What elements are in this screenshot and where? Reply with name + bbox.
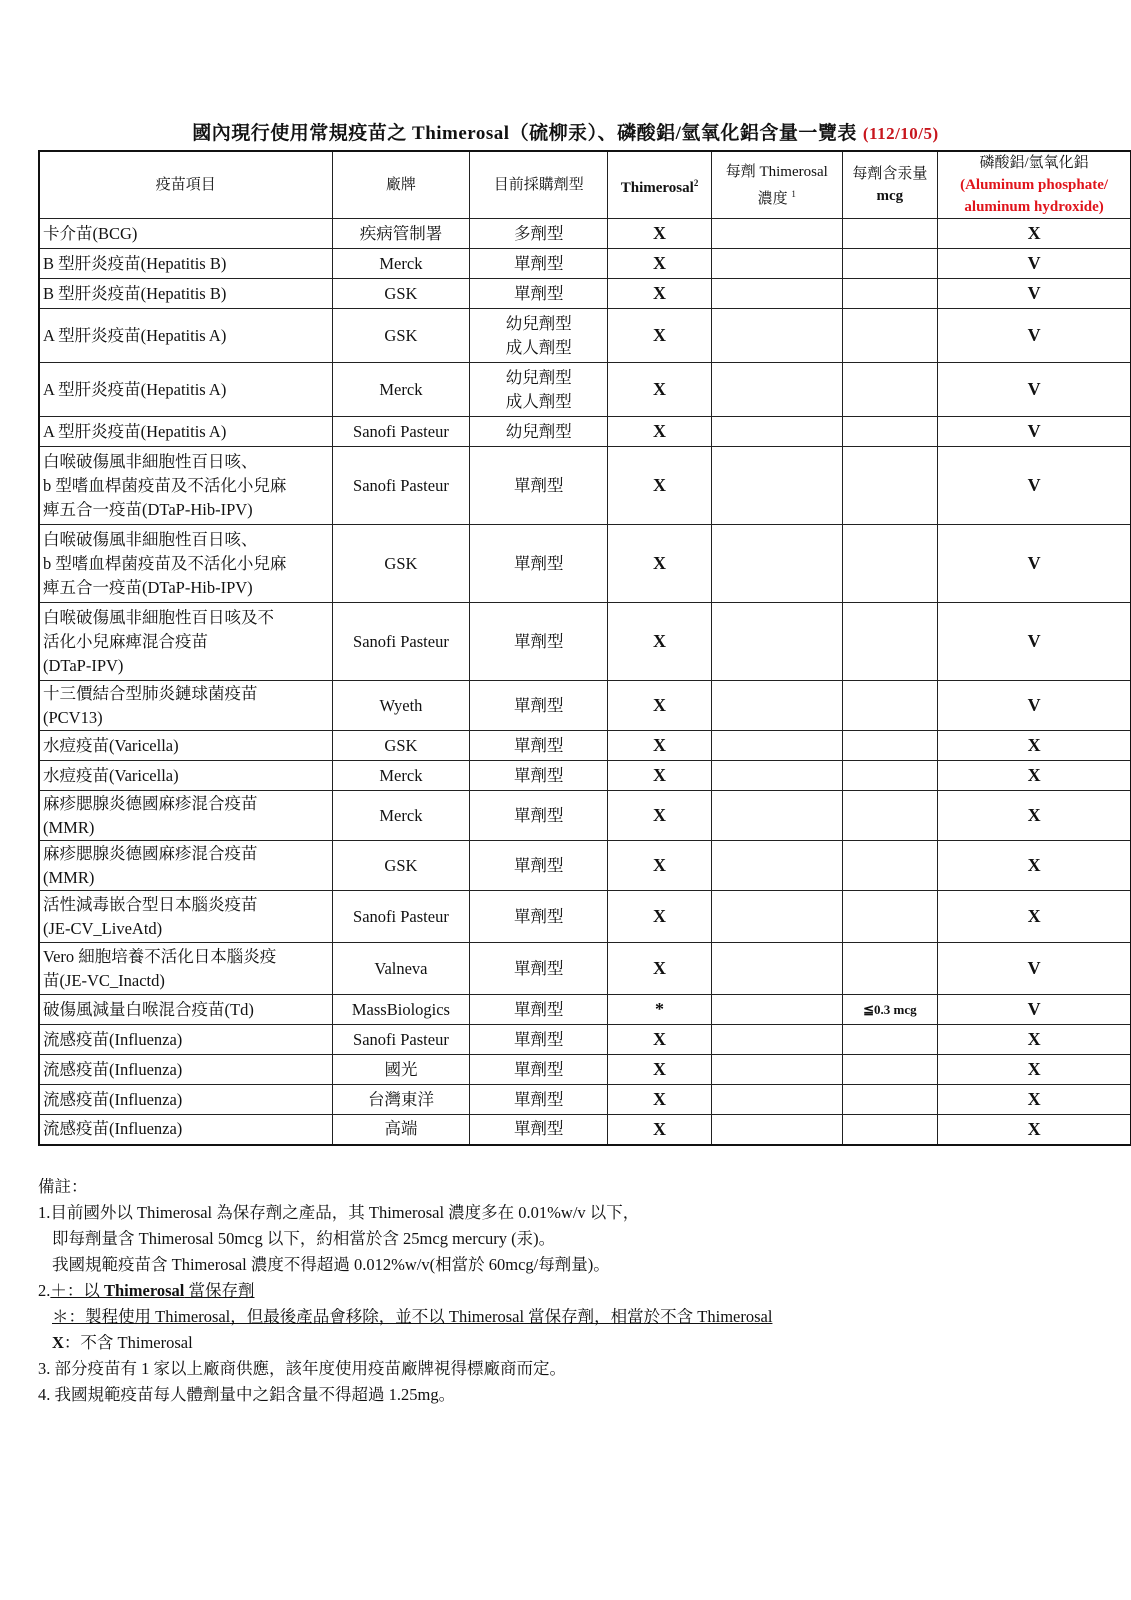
vaccine-name-line: (PCV13): [43, 707, 103, 727]
cell-thimerosal: X: [608, 417, 712, 447]
cell-mercury: [842, 841, 938, 891]
vaccine-name-line: 痺五合一疫苗(DTaP-Hib-IPV): [43, 499, 253, 519]
cell-mercury: [842, 279, 938, 309]
cell-mercury: [842, 249, 938, 279]
cell-vaccine-name: [39, 525, 332, 603]
cell-aluminum: X: [938, 219, 1131, 249]
cell-concentration: [711, 1085, 842, 1115]
cell-thimerosal: X: [608, 219, 712, 249]
vaccine-name-line: 苗(JE-VC_Inactd): [43, 970, 165, 990]
table-row: [39, 891, 1131, 943]
table-row: [39, 1055, 1131, 1085]
cell-concentration: [711, 363, 842, 417]
notes-section: [38, 1174, 1098, 1408]
cell-mercury: [842, 417, 938, 447]
header-aluminum-line2: (Aluminum phosphate/: [960, 177, 1109, 193]
cell-aluminum: V: [938, 995, 1131, 1025]
vaccine-name-line: 卡介苗(BCG): [43, 223, 138, 243]
cell-vaccine-name: [39, 1025, 332, 1055]
cell-concentration: [711, 279, 842, 309]
cell-vaccine-name: [39, 219, 332, 249]
cell-aluminum: V: [938, 525, 1131, 603]
table-row: [39, 995, 1131, 1025]
table-row: [39, 363, 1131, 417]
cell-concentration: [711, 841, 842, 891]
cell-concentration: [711, 891, 842, 943]
cell-concentration: [711, 995, 842, 1025]
cell-concentration: [711, 1055, 842, 1085]
cell-aluminum: V: [938, 681, 1131, 731]
note-3: 3. 部分疫苗有 1 家以上廠商供應，該年度使用疫苗廠牌視得標廠商而定。: [38, 1359, 566, 1378]
cell-aluminum: X: [938, 891, 1131, 943]
cell-dosage-form: [470, 447, 608, 525]
note-2-plus: [38, 1278, 1098, 1304]
vaccine-name-line: (MMR): [43, 867, 95, 887]
dosage-form-line: 成人劑型: [505, 337, 572, 357]
cell-vaccine-name: [39, 943, 332, 995]
cell-thimerosal: *: [608, 995, 712, 1025]
cell-aluminum: X: [938, 841, 1131, 891]
cell-concentration: [711, 791, 842, 841]
cell-mercury: [842, 943, 938, 995]
cell-aluminum: V: [938, 309, 1131, 363]
table-row: [39, 249, 1131, 279]
vaccine-name-line: A 型肝炎疫苗(Hepatitis A): [43, 421, 227, 441]
cell-brand: MassBiologics: [332, 995, 470, 1025]
cell-dosage-form: [470, 309, 608, 363]
vaccine-name-line: (JE-CV_LiveAtd): [43, 918, 163, 938]
header-thimerosal: [608, 151, 712, 219]
vaccine-name-line: b 型嗜血桿菌疫苗及不活化小兒麻: [43, 475, 287, 495]
cell-aluminum: V: [938, 249, 1131, 279]
table-row: [39, 943, 1131, 995]
note-2-star: ＊：製程使用 Thimerosal，但最後產品會移除，並不以 Thimerosal 當保存劑，相當於不含 Thimerosal: [52, 1307, 773, 1326]
cell-mercury: [842, 309, 938, 363]
document-title: [0, 118, 1131, 145]
header-concentration-sup: 1: [791, 188, 796, 199]
dosage-form-line: 單劑型: [513, 958, 564, 978]
cell-mercury: [842, 791, 938, 841]
cell-thimerosal: X: [608, 841, 712, 891]
cell-brand: GSK: [332, 279, 470, 309]
dosage-form-line: 幼兒劑型: [505, 367, 572, 387]
table-row: [39, 731, 1131, 761]
cell-aluminum: V: [938, 603, 1131, 681]
cell-concentration: [711, 943, 842, 995]
cell-dosage-form: [470, 603, 608, 681]
dosage-form-line: 單劑型: [513, 283, 564, 303]
cell-thimerosal: X: [608, 279, 712, 309]
vaccine-name-line: b 型嗜血桿菌疫苗及不活化小兒麻: [43, 553, 287, 573]
cell-mercury: [842, 1025, 938, 1055]
cell-vaccine-name: [39, 417, 332, 447]
cell-vaccine-name: [39, 447, 332, 525]
cell-mercury: [842, 731, 938, 761]
cell-thimerosal: X: [608, 1055, 712, 1085]
cell-vaccine-name: [39, 791, 332, 841]
notes-heading: 備註：: [38, 1177, 88, 1196]
cell-vaccine-name: [39, 1055, 332, 1085]
note-1-line-1: 1.目前國外以 Thimerosal 為保存劑之產品，其 Thimerosal 濃度多在 0.01%w/v 以下，: [38, 1203, 640, 1222]
cell-dosage-form: [470, 219, 608, 249]
cell-aluminum: X: [938, 791, 1131, 841]
cell-vaccine-name: [39, 891, 332, 943]
cell-dosage-form: [470, 1055, 608, 1085]
cell-vaccine-name: [39, 761, 332, 791]
header-mercury: [842, 151, 938, 219]
header-concentration-line2: 濃度: [757, 190, 788, 207]
dosage-form-line: 單劑型: [513, 999, 564, 1019]
note-2-plus-c: 當保存劑: [184, 1281, 255, 1300]
cell-mercury: [842, 1115, 938, 1145]
cell-concentration: [711, 219, 842, 249]
vaccine-name-line: B 型肝炎疫苗(Hepatitis B): [43, 253, 227, 273]
cell-vaccine-name: [39, 841, 332, 891]
title-text: 國內現行使用常規疫苗之 Thimerosal（硫柳汞）、磷酸鋁/氫氧化鋁含量一覽表: [192, 123, 857, 144]
note-1-line-3: 我國規範疫苗含 Thimerosal 濃度不得超過 0.012%w/v(相當於 60mcg/每劑量)。: [52, 1255, 610, 1274]
cell-brand: 國光: [332, 1055, 470, 1085]
cell-vaccine-name: [39, 731, 332, 761]
header-vaccine: 疫苗項目: [39, 151, 332, 219]
table-row: [39, 761, 1131, 791]
table-row: [39, 1025, 1131, 1055]
cell-dosage-form: [470, 1115, 608, 1145]
cell-aluminum: V: [938, 363, 1131, 417]
cell-mercury: [842, 1085, 938, 1115]
cell-aluminum: X: [938, 1055, 1131, 1085]
cell-vaccine-name: [39, 995, 332, 1025]
cell-thimerosal: X: [608, 943, 712, 995]
cell-mercury: [842, 603, 938, 681]
cell-aluminum: V: [938, 943, 1131, 995]
cell-concentration: [711, 761, 842, 791]
cell-dosage-form: [470, 1025, 608, 1055]
cell-concentration: [711, 417, 842, 447]
cell-brand: Sanofi Pasteur: [332, 417, 470, 447]
cell-thimerosal: X: [608, 249, 712, 279]
cell-mercury: [842, 525, 938, 603]
cell-dosage-form: [470, 681, 608, 731]
vaccine-table: [38, 150, 1131, 1146]
cell-aluminum: V: [938, 447, 1131, 525]
header-brand: 廠牌: [332, 151, 470, 219]
cell-aluminum: X: [938, 731, 1131, 761]
vaccine-name-line: B 型肝炎疫苗(Hepatitis B): [43, 283, 227, 303]
header-mercury-line2: mcg: [876, 188, 904, 204]
vaccine-name-line: 破傷風減量白喉混合疫苗(Td): [43, 999, 254, 1019]
cell-mercury: [842, 761, 938, 791]
dosage-form-line: 單劑型: [513, 906, 564, 926]
cell-vaccine-name: [39, 249, 332, 279]
table-row: [39, 279, 1131, 309]
cell-vaccine-name: [39, 1115, 332, 1145]
vaccine-name-line: 白喉破傷風非細胞性百日咳、: [43, 451, 258, 471]
note-2-x: [38, 1330, 1098, 1356]
vaccine-name-line: 活化小兒麻痺混合疫苗: [43, 631, 208, 651]
table-row: [39, 791, 1131, 841]
note-1-line-2: 即每劑量含 Thimerosal 50mcg 以下，約相當於含 25mcg mercury (汞)。: [52, 1229, 556, 1248]
dosage-form-line: 單劑型: [513, 695, 564, 715]
dosage-form-line: 單劑型: [513, 765, 564, 785]
dosage-form-line: 幼兒劑型: [505, 421, 572, 441]
vaccine-name-line: 痺五合一疫苗(DTaP-Hib-IPV): [43, 577, 253, 597]
cell-thimerosal: X: [608, 791, 712, 841]
header-mercury-line1: 每劑含汞量: [852, 166, 928, 182]
cell-concentration: [711, 249, 842, 279]
dosage-form-line: 幼兒劑型: [505, 313, 572, 333]
cell-vaccine-name: [39, 363, 332, 417]
cell-brand: Merck: [332, 761, 470, 791]
vaccine-name-line: Vero 細胞培養不活化日本腦炎疫: [43, 946, 277, 966]
cell-concentration: [711, 447, 842, 525]
dosage-form-line: 單劑型: [513, 1119, 564, 1139]
cell-dosage-form: [470, 791, 608, 841]
table-row: [39, 309, 1131, 363]
cell-dosage-form: [470, 841, 608, 891]
vaccine-name-line: 麻疹腮腺炎德國麻疹混合疫苗: [43, 793, 258, 813]
cell-mercury: ≦0.3 mcg: [842, 995, 938, 1025]
dosage-form-line: 單劑型: [513, 1059, 564, 1079]
cell-thimerosal: X: [608, 1085, 712, 1115]
cell-dosage-form: [470, 1085, 608, 1115]
cell-brand: GSK: [332, 309, 470, 363]
cell-thimerosal: X: [608, 525, 712, 603]
cell-thimerosal: X: [608, 731, 712, 761]
cell-brand: GSK: [332, 525, 470, 603]
vaccine-name-line: 流感疫苗(Influenza): [43, 1029, 183, 1049]
note-2-plus-b: Thimerosal: [104, 1281, 185, 1300]
cell-concentration: [711, 1115, 842, 1145]
note-2-x-a: X: [52, 1333, 64, 1352]
dosage-form-line: 單劑型: [513, 805, 564, 825]
cell-brand: 疾病管制署: [332, 219, 470, 249]
vaccine-name-line: 流感疫苗(Influenza): [43, 1089, 183, 1109]
header-concentration: [711, 151, 842, 219]
note-4: 4. 我國規範疫苗每人體劑量中之鋁含量不得超過 1.25mg。: [38, 1385, 456, 1404]
cell-mercury: [842, 681, 938, 731]
cell-concentration: [711, 1025, 842, 1055]
cell-concentration: [711, 309, 842, 363]
cell-thimerosal: X: [608, 1025, 712, 1055]
table-row: [39, 1115, 1131, 1145]
cell-aluminum: X: [938, 1085, 1131, 1115]
cell-vaccine-name: [39, 309, 332, 363]
cell-brand: Merck: [332, 249, 470, 279]
dosage-form-line: 單劑型: [513, 631, 564, 651]
cell-dosage-form: [470, 761, 608, 791]
dosage-form-line: 成人劑型: [505, 391, 572, 411]
vaccine-name-line: 白喉破傷風非細胞性百日咳、: [43, 529, 258, 549]
cell-vaccine-name: [39, 1085, 332, 1115]
dosage-form-line: 單劑型: [513, 553, 564, 573]
table-row: [39, 603, 1131, 681]
table-header-row: [39, 151, 1131, 219]
cell-mercury: [842, 363, 938, 417]
cell-thimerosal: X: [608, 309, 712, 363]
dosage-form-line: 多劑型: [513, 223, 564, 243]
cell-brand: Sanofi Pasteur: [332, 447, 470, 525]
cell-brand: GSK: [332, 731, 470, 761]
header-aluminum: [938, 151, 1131, 219]
cell-brand: 台灣東洋: [332, 1085, 470, 1115]
cell-brand: Merck: [332, 363, 470, 417]
cell-dosage-form: [470, 525, 608, 603]
cell-vaccine-name: [39, 603, 332, 681]
header-aluminum-line1: 磷酸鋁/氫氧化鋁: [979, 155, 1089, 171]
vaccine-name-line: 十三價結合型肺炎鏈球菌疫苗: [43, 683, 258, 703]
cell-mercury: [842, 219, 938, 249]
vaccine-name-line: 活性減毒嵌合型日本腦炎疫苗: [43, 894, 258, 914]
vaccine-name-line: 水痘疫苗(Varicella): [43, 735, 179, 755]
cell-thimerosal: X: [608, 681, 712, 731]
dosage-form-line: 單劑型: [513, 253, 564, 273]
note-2-prefix: 2.: [38, 1281, 51, 1300]
dosage-form-line: 單劑型: [513, 855, 564, 875]
dosage-form-line: 單劑型: [513, 1089, 564, 1109]
table-row: [39, 525, 1131, 603]
cell-concentration: [711, 603, 842, 681]
header-concentration-line1: 每劑 Thimerosal: [725, 163, 828, 180]
vaccine-name-line: 流感疫苗(Influenza): [43, 1059, 183, 1079]
cell-dosage-form: [470, 249, 608, 279]
table-row: [39, 841, 1131, 891]
cell-brand: Sanofi Pasteur: [332, 891, 470, 943]
table-row: [39, 1085, 1131, 1115]
cell-aluminum: V: [938, 417, 1131, 447]
cell-thimerosal: X: [608, 761, 712, 791]
cell-thimerosal: X: [608, 1115, 712, 1145]
cell-dosage-form: [470, 279, 608, 309]
cell-brand: GSK: [332, 841, 470, 891]
cell-dosage-form: [470, 731, 608, 761]
vaccine-name-line: 白喉破傷風非細胞性百日咳及不: [43, 607, 274, 627]
cell-aluminum: V: [938, 279, 1131, 309]
vaccine-name-line: 流感疫苗(Influenza): [43, 1119, 183, 1139]
vaccine-name-line: 水痘疫苗(Varicella): [43, 765, 179, 785]
vaccine-name-line: A 型肝炎疫苗(Hepatitis A): [43, 325, 227, 345]
header-aluminum-line3: aluminum hydroxide): [964, 199, 1104, 215]
title-date: (112/10/5): [862, 124, 939, 143]
cell-mercury: [842, 447, 938, 525]
vaccine-name-line: (MMR): [43, 817, 95, 837]
vaccine-name-line: (DTaP-IPV): [43, 655, 124, 675]
cell-aluminum: X: [938, 1115, 1131, 1145]
cell-vaccine-name: [39, 681, 332, 731]
cell-thimerosal: X: [608, 363, 712, 417]
cell-mercury: [842, 891, 938, 943]
dosage-form-line: 單劑型: [513, 1029, 564, 1049]
cell-dosage-form: [470, 995, 608, 1025]
cell-brand: Sanofi Pasteur: [332, 603, 470, 681]
table-row: [39, 681, 1131, 731]
cell-mercury: [842, 1055, 938, 1085]
vaccine-name-line: 麻疹腮腺炎德國麻疹混合疫苗: [43, 843, 258, 863]
cell-thimerosal: X: [608, 447, 712, 525]
table-row: [39, 417, 1131, 447]
dosage-form-line: 單劑型: [513, 475, 564, 495]
cell-brand: 高端: [332, 1115, 470, 1145]
table-row: [39, 447, 1131, 525]
cell-dosage-form: [470, 943, 608, 995]
header-thimerosal-sup: 2: [693, 177, 699, 188]
cell-concentration: [711, 731, 842, 761]
cell-brand: Sanofi Pasteur: [332, 1025, 470, 1055]
cell-vaccine-name: [39, 279, 332, 309]
cell-dosage-form: [470, 363, 608, 417]
cell-concentration: [711, 681, 842, 731]
table-row: [39, 219, 1131, 249]
cell-brand: Merck: [332, 791, 470, 841]
cell-aluminum: X: [938, 1025, 1131, 1055]
note-2-x-b: ：不含 Thimerosal: [63, 1333, 193, 1352]
cell-brand: Wyeth: [332, 681, 470, 731]
dosage-form-line: 單劑型: [513, 735, 564, 755]
cell-thimerosal: X: [608, 891, 712, 943]
cell-concentration: [711, 525, 842, 603]
header-dosage-form: 目前採購劑型: [470, 151, 608, 219]
cell-dosage-form: [470, 417, 608, 447]
vaccine-name-line: A 型肝炎疫苗(Hepatitis A): [43, 379, 227, 399]
header-thimerosal-label: Thimerosal: [620, 179, 694, 196]
cell-aluminum: X: [938, 761, 1131, 791]
cell-brand: Valneva: [332, 943, 470, 995]
cell-dosage-form: [470, 891, 608, 943]
cell-thimerosal: X: [608, 603, 712, 681]
note-2-plus-a: ＋：以: [50, 1281, 104, 1300]
